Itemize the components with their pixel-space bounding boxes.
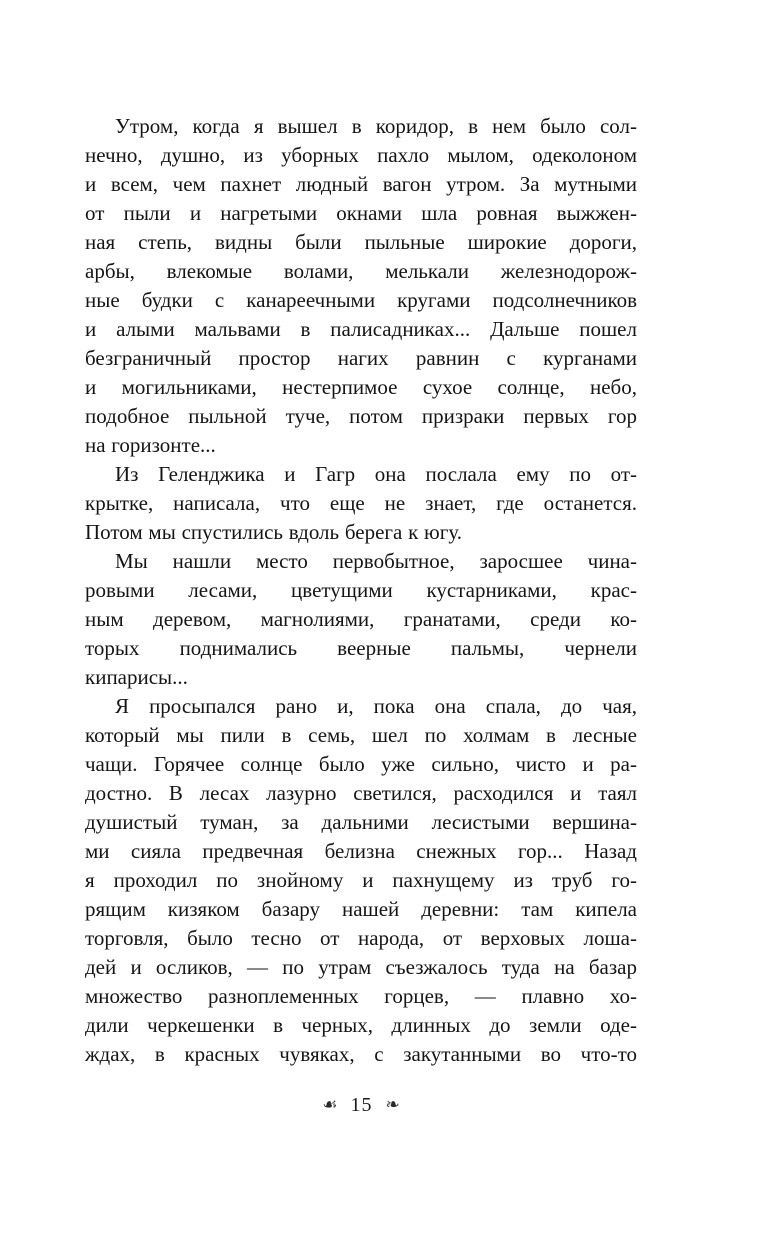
text-line: ми сияла предвечная белизна снежных гор... Назад (85, 839, 637, 863)
text-line: ждах, в красных чувяках, с закутанными во что-то (85, 1042, 637, 1066)
text-line: множество разноплеменных горцев, — плавно хо- (85, 984, 637, 1008)
text-line: Потом мы спустились вдоль берега к югу. (85, 520, 462, 544)
fleuron-right-icon: ❧ (385, 1095, 400, 1114)
text-line: и могильниками, нестерпимое сухое солнце, небо, (85, 375, 637, 399)
text-line: достно. В лесах лазурно светился, расходился и таял (85, 781, 637, 805)
text-line: кипарисы... (85, 665, 188, 689)
text-line: подобное пыльной туче, потом призраки первых гор (85, 404, 637, 428)
text-line: от пыли и нагретыми окнами шла ровная выжжен- (85, 201, 637, 225)
text-line: на горизонте... (85, 433, 216, 457)
fleuron-left-icon: ☙ (322, 1095, 338, 1114)
text-line: торых поднимались веерные пальмы, чернели (85, 636, 637, 660)
text-line: чащи. Горячее солнце было уже сильно, чисто и ра- (85, 752, 637, 776)
text-block (85, 112, 637, 1069)
text-line: и алыми мальвами в палисадниках... Дальше пошел (85, 317, 637, 341)
text-line: ным деревом, магнолиями, гранатами, среди ко- (85, 607, 637, 631)
text-line: торговля, было тесно от народа, от верховых лоша- (85, 926, 637, 950)
text-line: который мы пили в семь, шел по холмам в лесные (85, 723, 637, 747)
text-line: Из Геленджика и Гагр она послала ему по от- (115, 462, 637, 486)
text-line: Я просыпался рано и, пока она спала, до чая, (115, 694, 637, 718)
text-line: душистый туман, за дальними лесистыми вершина- (85, 810, 637, 834)
text-line: я проходил по знойному и пахнущему из труб го- (85, 868, 637, 892)
text-line: арбы, влекомые волами, мелькали железнодорож- (85, 259, 637, 283)
text-line: и всем, чем пахнет людный вагон утром. За мутными (85, 172, 637, 196)
text-line: дей и осликов, — по утрам съезжалось туда на базар (85, 955, 637, 979)
text-line: дили черкешенки в черных, длинных до земли оде- (85, 1013, 637, 1037)
text-line: крытке, написала, что еще не знает, где останется. (85, 491, 637, 515)
page-footer (85, 1094, 637, 1117)
text-line: Утром, когда я вышел в коридор, в нем было сол- (115, 114, 637, 138)
text-line: ровыми лесами, цветущими кустарниками, крас- (85, 578, 637, 602)
text-line: безграничный простор нагих равнин с курганами (85, 346, 637, 370)
text-line: нечно, душно, из уборных пахло мылом, одеколоном (85, 143, 637, 167)
text-line: ные будки с канареечными кругами подсолнечников (85, 288, 637, 312)
text-line: ная степь, видны были пыльные широкие дороги, (85, 230, 637, 254)
page-number: 15 (350, 1094, 373, 1116)
text-line: рящим кизяком базару нашей деревни: там кипела (85, 897, 637, 921)
text-line: Мы нашли место первобытное, заросшее чина- (115, 549, 637, 573)
